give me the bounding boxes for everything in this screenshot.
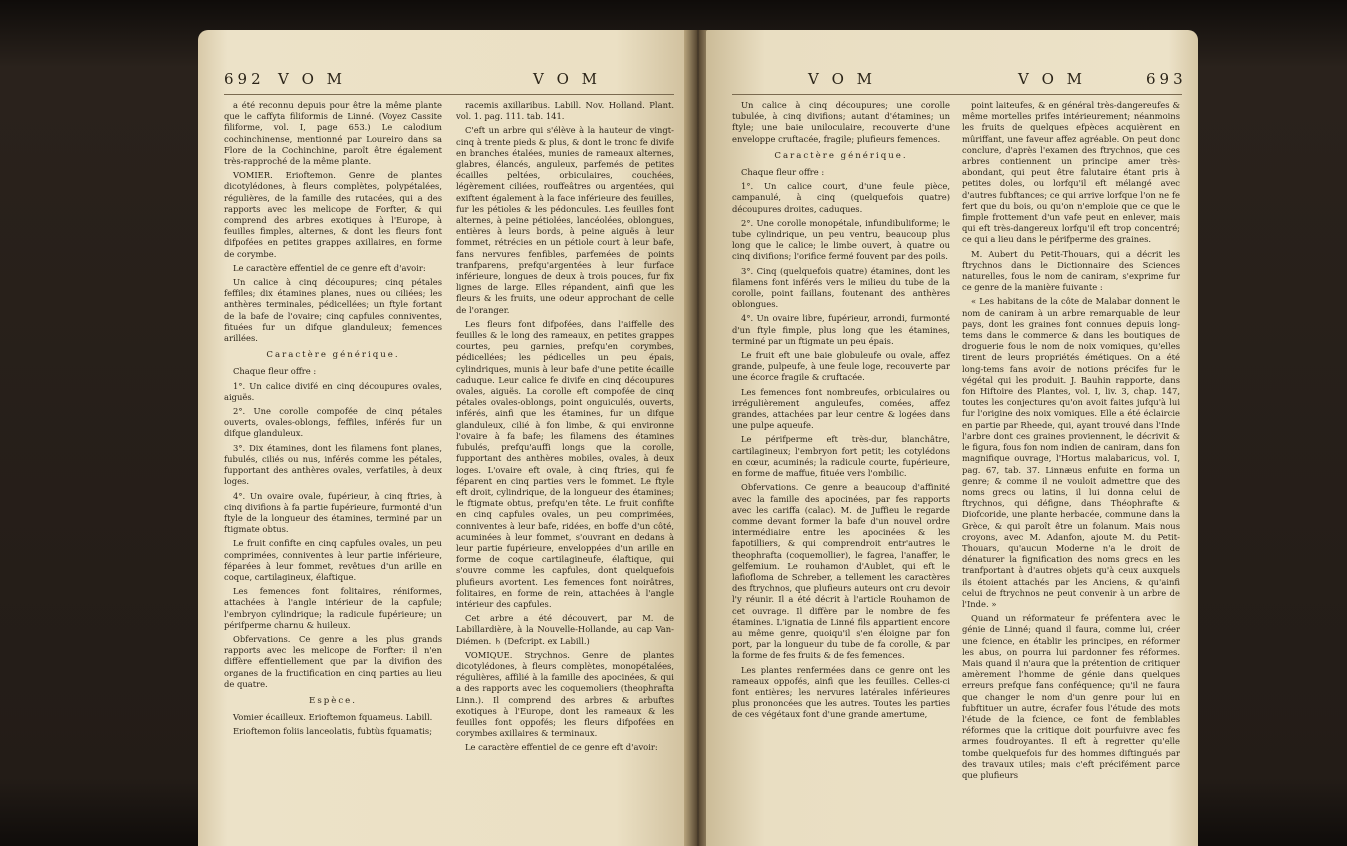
paragraph: Le périfperme eft très-dur, blanchâtre, cartilagineux; l'embryon fort petit; les cotylédons en cœur, acuminés; la radicule courte, fupérieure, en forme de maffue, fituée vers l'ombilic. (732, 434, 950, 479)
right-column-2 (962, 100, 1180, 784)
paragraph: 3°. Cinq (quelquefois quatre) étamines, dont les filamens font inférés vers le milieu du tube de la corolle, point faillans, foutenant des anthères oblongues. (732, 265, 950, 310)
right-page (706, 30, 1198, 846)
paragraph: Espèce. (309, 695, 357, 706)
paragraph: 4°. Un ovaire libre, fupérieur, arrondi, furmonté d'un ftyle fimple, plus long que les étamines, terminé par un ftigmate un peu épais. (732, 313, 950, 346)
paragraph: C'eft un arbre qui s'élève à la hauteur de vingt-cinq à trente pieds & plus, & dont le tronc fe divife en branches étalées, munies de rameaux alternes, glabres, élancés, anguleux, parfemés de petites écailles peltées, orbiculaires, couchées, légèrement ciliées, rouffeâtres ou argentées, qui exiftent également à la face inférieure des feuilles, fur les pétioles & les pédoncules. Les feuilles font alternes, à peine pétiolées, lancéolées, oblongues, entières à leurs bords, à peine aiguës à leur fommet, rétrécies en un pétiole court à leur bafe, fans nervures fenfibles, parfemées de points tranfparens, prefqu'argentées à leur furface inférieure, longues de deux à trois pouces, fur fix lignes de large. Elles répandent, ainfi que les fleurs & les fruits, une odeur approchant de celle de l'oranger. (456, 125, 674, 315)
paragraph: Caractère générique. (774, 150, 908, 161)
paragraph: VOMIER. Erioftemon. Genre de plantes dicotylédones, à fleurs complètes, polypétalées, régulières, de la famille des rutacées, qui a des rapports avec les melicope de Forfter, & qui comprend des arbres exotiques à l'Europe, à feuilles fimples, alternes, & dont les fleurs font difpofées en petites grappes axillaires, en forme de corymbe. (224, 170, 442, 259)
paragraph: « Les habitans de la côte de Malabar donnent le nom de caniram à un arbre remarquable de leur pays, dont les graines font connues depuis long-tems dans le commerce & dans les boutiques de droguerie fous le nom de noix vomiques, qu'elles tirent de leurs propriétés émétiques. On a été long-tems fans avoir de notions précifes fur le végétal qui les produit. J. Bauhin rapporte, dans fon Hiftoire des Plantes, vol. I, liv. 3, chap. 147, toutes les conjectures qu'on avoit faites jufqu'à lui fur l'origine des noix vomiques. Elle a été éclaircie en partie par Rheede, qui, ayant trouvé dans l'Inde l'arbre dont ces graines proviennent, le décrivit & le figura, fous fon nom indien de caniram, dans fon magnifique ouvrage, l'Hortus malabaricus, vol. I, pag. 67, tab. 37. Linnæus enfuite en forma un genre; & comme il ne vouloit admettre que des noms grecs ou latins, il lui donna celui de ftrychnos, qui défigne, dans Théophrafte & Diofcoride, une plante herbacée, commune dans la Grèce, & qui paroît être un folanum. Mais nous croyons, avec M. Adanfon, ajoute M. du Petit-Thouars, qu'aucun Moderne n'a le droit de dénaturer la fignification des noms grecs en les tranfportant à d'autres objets qu'à ceux auxquels ils étoient attachés par les Anciens, & qu'ainfi celui de ftrychnos ne peut convenir à un arbre de l'Inde. » (962, 296, 1180, 609)
paragraph: Vomier écailleux. Erioftemon fquameus. Labill. (233, 712, 433, 723)
paragraph: 4°. Un ovaire ovale, fupérieur, à cinq ftries, à cinq divifions à fa partie fupérieure, furmonté d'un ftyle de la longueur des étamines, terminé par un ftigmate obtus. (224, 490, 442, 535)
paragraph: racemis axillaribus. Labill. Nov. Holland. Plant. vol. 1. pag. 111. tab. 141. (456, 100, 674, 122)
right-running-head-1: V O M (808, 70, 877, 88)
paragraph: 2°. Une corolle monopétale, infundibuliforme; le tube cylindrique, un peu ventru, beaucoup plus long que le calice; le limbe ouvert, à quatre ou cinq divifions; l'orifice fermé fouvent par des poils. (732, 217, 950, 262)
right-running-head-2: V O M (1018, 70, 1087, 88)
paragraph: Les fleurs font difpofées, dans l'aiffelle des feuilles & le long des rameaux, en petites grappes courtes, peu garnies, prefqu'en corymbes, pédicellées; les pédicelles un peu épais, cylindriques, munis à leur bafe d'une petite écaille caduque. Leur calice fe divife en cinq découpures ovales, aiguës. La corolle eft compofée de cinq pétales ovales-oblongs, point onguiculés, ouverts, inférés, ainfi que les étamines, fur un difque glanduleux, cilié à fon limbe, & qui environne l'ovaire à fa bafe; les filamens des étamines fubulés, prefqu'auffi longs que la corolle, fupportant des anthères mobiles, ovales, à deux loges. L'ovaire eft ovale, à cinq ftries, qui fe féparent en cinq parties vers le fommet. Le ftyle eft droit, cylindrique, de la longueur des étamines; le ftigmate obtus, prefqu'en tête. Le fruit confifte en cinq capfules ovales, un peu comprimées, conniventes à leur bafe, ridées, en boffe d'un côté, acuminées à leur fommet, s'ouvrant en dedans à leur partie fupérieure, enveloppées d'un arille en forme de coque cartilagineufe, élaftique, qui s'ouvre comme les capfules, dont quelquefois plufieurs avortent. Les femences font noirâtres, folitaires, en forme de rein, attachées à l'angle intérieur des capfules. (456, 318, 674, 609)
left-running-head-2: V O M (533, 70, 602, 88)
right-column-1 (732, 100, 950, 724)
open-book (198, 30, 1198, 846)
paragraph: Les femences font folitaires, réniformes, attachées à l'angle intérieur de la capfule; l'embryon cylindrique; la radicule fupérieure; un périfperme charnu & huileux. (224, 586, 442, 630)
paragraph: Le caractère effentiel de ce genre eft d'avoir: (233, 262, 426, 273)
paragraph: 1°. Un calice divifé en cinq découpures ovales, aiguës. (224, 380, 442, 402)
paragraph: a été reconnu depuis pour être la même plante que le caffyta filiformis de Linné. (Voyez Cassite filiforme, vol. I, page 653.) Le calodium cochinchinense, mentionné par Loureiro dans sa Flore de la Cochinchine, paroît être également très-rapproché de la même plante. (224, 100, 442, 167)
paragraph: Le fruit confifte en cinq capfules ovales, un peu comprimées, conniventes à leur partie inférieure, féparées à leur fommet, revêtues d'un arille en coque, cartilagineux, élaftique. (224, 538, 442, 582)
left-running-head-1: V O M (278, 70, 347, 88)
paragraph: Chaque fleur offre : (233, 366, 317, 377)
paragraph: Cet arbre a été découvert, par M. de Labillardière, à la Nouvelle-Hollande, au cap Van-Diémen. ♄ (Defcript. ex Labill.) (456, 613, 674, 646)
paragraph: M. Aubert du Petit-Thouars, qui a décrit les ftrychnos dans le Dictionnaire des Sciences naturelles, fous le nom de caniram, s'exprime fur ce genre de la manière fuivante : (962, 248, 1180, 293)
left-page-number: 692 (224, 70, 265, 88)
left-column-2 (456, 100, 674, 757)
left-page (198, 30, 690, 846)
paragraph: Les plantes renfermées dans ce genre ont les rameaux oppofés, ainfi que les feuilles. Celles-ci font entières; les nervures latérales inférieures plus prononcées que les autres. Toutes les parties de ces végétaux font d'une grande amertume, (732, 664, 950, 720)
paragraph: point laiteufes, & en général très-dangereufes & même mortelles prifes intérieurement; néanmoins les fruits de quelques efpèces acquièrent en mûriffant, une faveur affez agréable. On peut donc conclure, d'après l'examen des ftrychnos, que ces arbres contiennent un principe amer très-abondant, qui peut être falutaire étant pris à petites doles, ou lorfqu'il eft mélangé avec d'autres fubftances; ce qui arrive lorfque l'on ne fe fert que du bois, ou qu'on n'emploie que ce que le fimple frottement d'un vafe peut en enlever, mais qui eft très-dangereux lorfqu'il eft trop concentré; ce qui a lieu dans le périfperme des graines. (962, 100, 1180, 245)
paragraph: Obfervations. Ce genre a beaucoup d'affinité avec la famille des apocinées, par fes rapports avec les cariffa (calac). M. de Juffieu le regarde comme devant former la bafe d'un nouvel ordre intermédiaire entre les apocinées & les fapotilliers, & qui comprendroit entr'autres le theophrafta (coquemollier), le fagrea, l'anaffer, le gelfemium. Le rouhamon d'Aublet, qui eft le lafiofloma de Schreber, a tellement les caractères des ftrychnos, que plufieurs auteurs ont cru devoir l'y réunir. Il a été décrit à l'article Rouhamon de cet ouvrage. Il diffère par le nombre de fes étamines. L'ignatia de Linné fils appartient encore au même genre, quoiqu'il s'en éloigne par fon port, par la longueur du tube de fa corolle, & par la forme de fes fruits & de fes femences. (732, 482, 950, 661)
right-header-rule (732, 94, 1182, 95)
left-header-rule (224, 94, 674, 95)
paragraph: 2°. Une corolle compofée de cinq pétales ouverts, ovales-oblongs, feffiles, inférés fur un difque glanduleux. (224, 406, 442, 439)
paragraph: VOMIQUE. Strychnos. Genre de plantes dicotylédones, à fleurs complètes, monopétalées, régulières, affilié à la famille des apocinées, & qui a des rapports avec les coquemoliers (theophrafta Linn.). Il comprend des arbres & arbuftes exotiques à l'Europe, dont les rameaux & les feuilles font oppofés; les fleurs difpofées en corymbes axillaires & terminaux. (456, 649, 674, 739)
paragraph: 3°. Dix étamines, dont les filamens font planes, fubulés, ciliés ou nus, inférés comme les pétales, fupportant des anthères ovales, verfatiles, à deux loges. (224, 442, 442, 487)
paragraph: 1°. Un calice court, d'une feule pièce, campanulé, à cinq (quelquefois quatre) découpures droites, caduques. (732, 181, 950, 214)
paragraph: Caractère générique. (266, 350, 400, 361)
paragraph: Chaque fleur offre : (741, 167, 825, 178)
paragraph: Quand un réformateur fe préfentera avec le génie de Linné; quand il faura, comme lui, créer une fcience, en établir les principes, en réformer les abus, on pourra lui pardonner fes réformes. Mais quand il n'aura que la prétention de critiquer amèrement l'homme de génie dans quelques erreurs prefque fans conféquence; qu'il ne faura que changer le nom d'un genre pour lui en fubftituer un autre, écrafer fous l'étude des mots l'étude de la fcience, ce font de femblables réformes que la critique doit pourfuivre avec fes armes foudroyantes. Il eft à regretter qu'elle tombe quelquefois fur des hommes diftingués par des travaux utiles; mais c'eft précifément parce que plufieurs (962, 613, 1180, 780)
paragraph: Erioftemon foliis lanceolatis, fubtùs fquamatis; (233, 726, 433, 737)
right-page-number: 693 (1146, 70, 1187, 88)
paragraph: Les femences font nombreufes, orbiculaires ou irrégulièrement anguleufes, comées, affez grandes, attachées par leur centre & logées dans une pulpe aqueufe. (732, 386, 950, 431)
paragraph: Un calice à cinq découpures; une corolle tubulée, à cinq divifions; autant d'étamines; un ftyle; une baie uniloculaire, recouverte d'une enveloppe cruftacée, fragile; plufieurs femences. (732, 100, 950, 144)
left-column-1 (224, 100, 442, 741)
paragraph: Le caractère effentiel de ce genre eft d'avoir: (465, 742, 658, 753)
paragraph: Le fruit eft une baie globuleufe ou ovale, affez grande, pulpeufe, à une feule loge, recouverte par une écorce fragile & cruftacée. (732, 350, 950, 383)
paragraph: Obfervations. Ce genre a les plus grands rapports avec les melicope de Forfter: il n'en diffère effentiellement que par la divifion des organes de la fructification en cinq parties au lieu de quatre. (224, 633, 442, 689)
paragraph: Un calice à cinq découpures; cinq pétales feffiles; dix étamines planes, nues ou ciliées; les anthères terminales, pédicellées; un ftyle fortant de la bafe de l'ovaire; cinq capfules conniventes, fituées fur un difque glanduleux; femences arillées. (224, 277, 442, 344)
